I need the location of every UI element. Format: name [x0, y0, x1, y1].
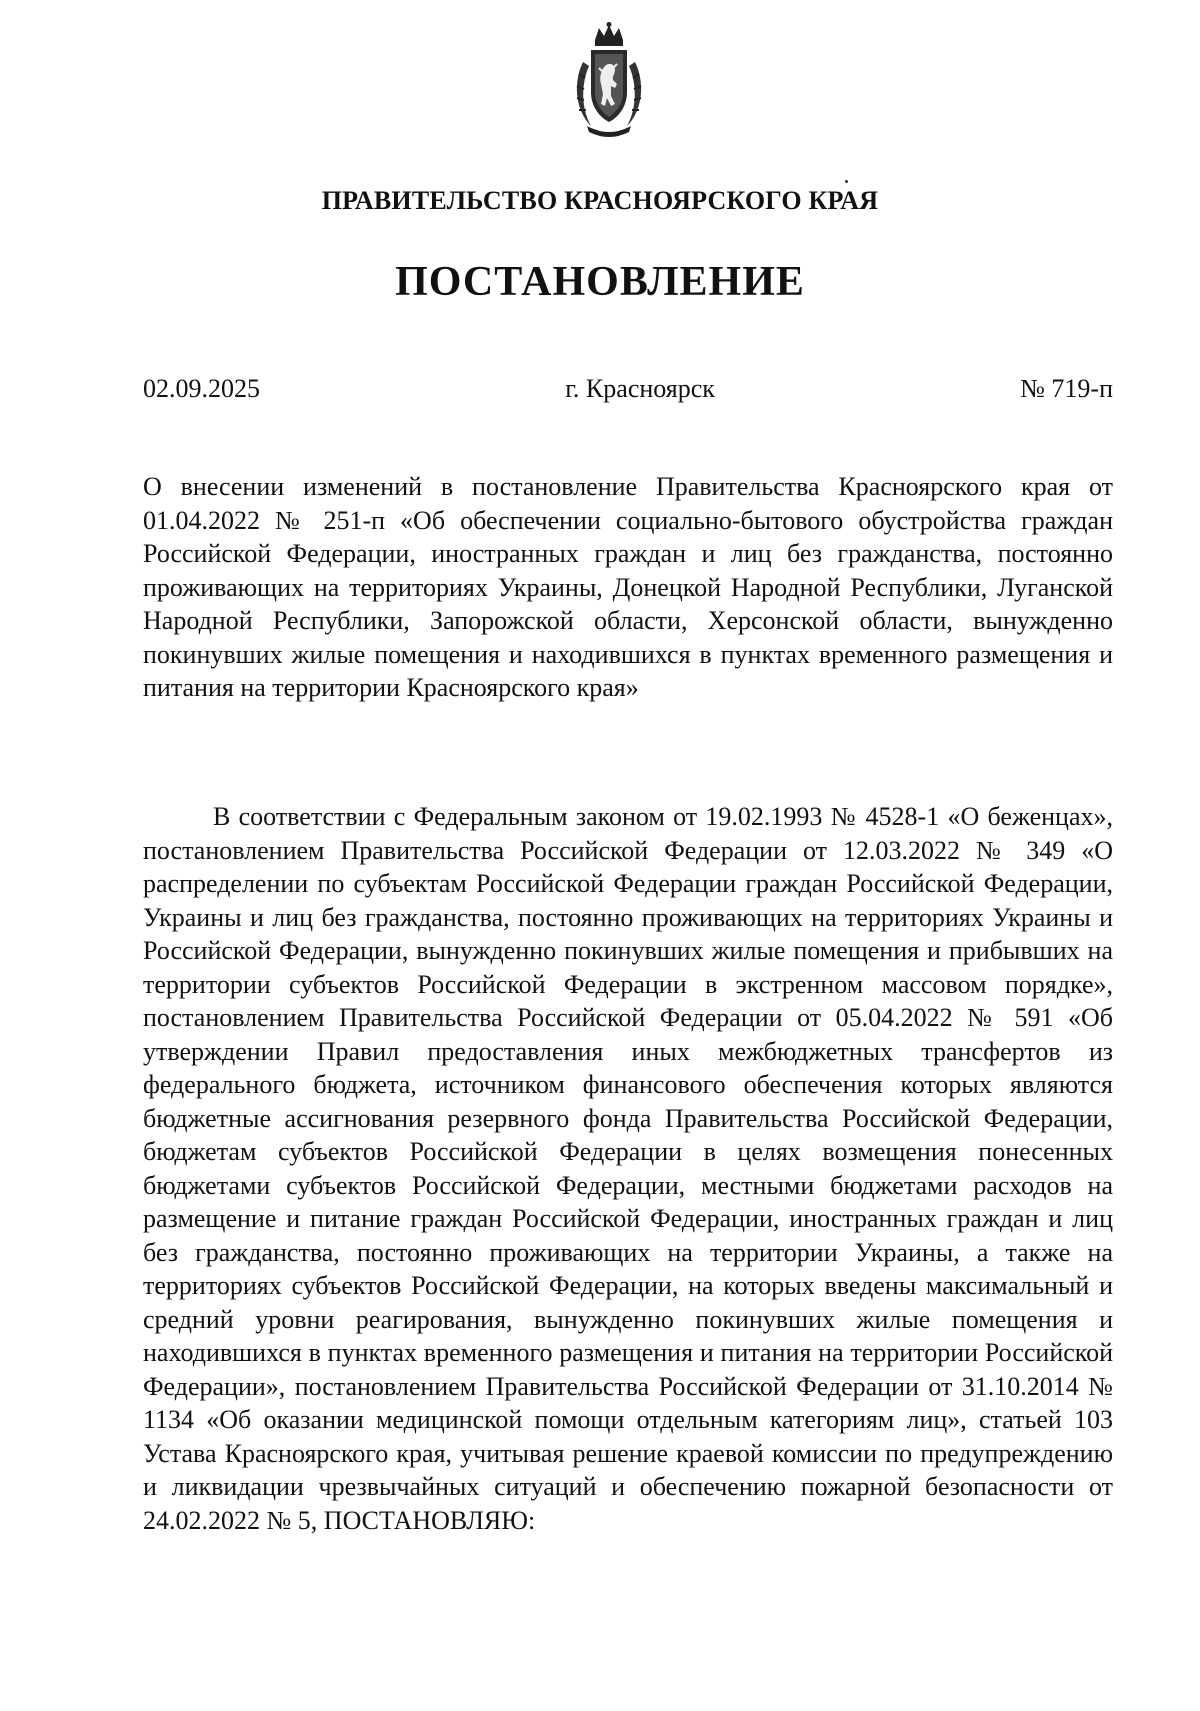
document-title: О внесении изменений в постановление Правительства Красноярского края от 01.04.2022 № 251-п «Об обеспечении социально-бытового обустройства граждан Российской Федерации, иностранных граждан и лиц без гражданства, постоянно проживающих на территориях Украины, Донецкой Народной Республики, Луганской Народной Республики, Запорожской области, Херсонской области, вынужденно покинувших жилые помещения и находившихся в пунктах временного размещения и питания на территории Красноярского края»	[143, 472, 1113, 702]
document-meta-row	[143, 374, 1113, 404]
document-date: 02.09.2025	[143, 374, 260, 403]
scan-speck	[845, 180, 848, 183]
document-city: г. Красноярск	[565, 374, 715, 403]
document-body-paragraph: В соответствии с Федеральным законом от 19.02.1993 № 4528-1 «О беженцах», постановлением Правительства Российской Федерации от 12.03.2022 № 349 «О распределении по субъектам Российской Федерации граждан Российской Федерации, Украины и лиц без гражданства, постоянно проживающих на территориях Украины и Российской Федерации, вынужденно покинувших жилые помещения и прибывших на территории субъектов Российской Федерации в экстренном массовом порядке», постановлением Правительства Российской Федерации от 05.04.2022 № 591 «Об утверждении Правил предоставления иных межбюджетных трансфертов из федерального бюджета, источником финансового обеспечения которых являются бюджетные ассигнования резервного фонда Правительства Российской Федерации, бюджетам субъектов Российской Федерации в целях возмещения понесенных бюджетами субъектов Российской Федерации, местными бюджетами расходов на размещение и питание граждан Российской Федерации, иностранных граждан и лиц без гражданства, постоянно проживающих на территории Украины, а также на территориях субъектов Российской Федерации, на которых введены максимальный и средний уровни реагирования, вынужденно покинувших жилые помещения и находившихся в пунктах временного размещения и питания на территории Российской Федерации», постановлением Правительства Российской Федерации от 31.10.2014 № 1134 «Об оказании медицинской помощи отдельным категориям лиц», статьей 103 Устава Красноярского края, учитывая решение краевой комиссии по предупреждению и ликвидации чрезвычайных ситуаций и обеспечению пожарной безопасности от 24.02.2022 № 5, ПОСТАНОВЛЯЮ:	[143, 802, 1113, 1535]
document-number: № 719-п	[1020, 374, 1113, 403]
coat-of-arms-icon	[569, 22, 649, 140]
organization-name: ПРАВИТЕЛЬСТВО КРАСНОЯРСКОГО КРАЯ	[321, 186, 879, 215]
document-type: ПОСТАНОВЛЕНИЕ	[395, 259, 805, 305]
